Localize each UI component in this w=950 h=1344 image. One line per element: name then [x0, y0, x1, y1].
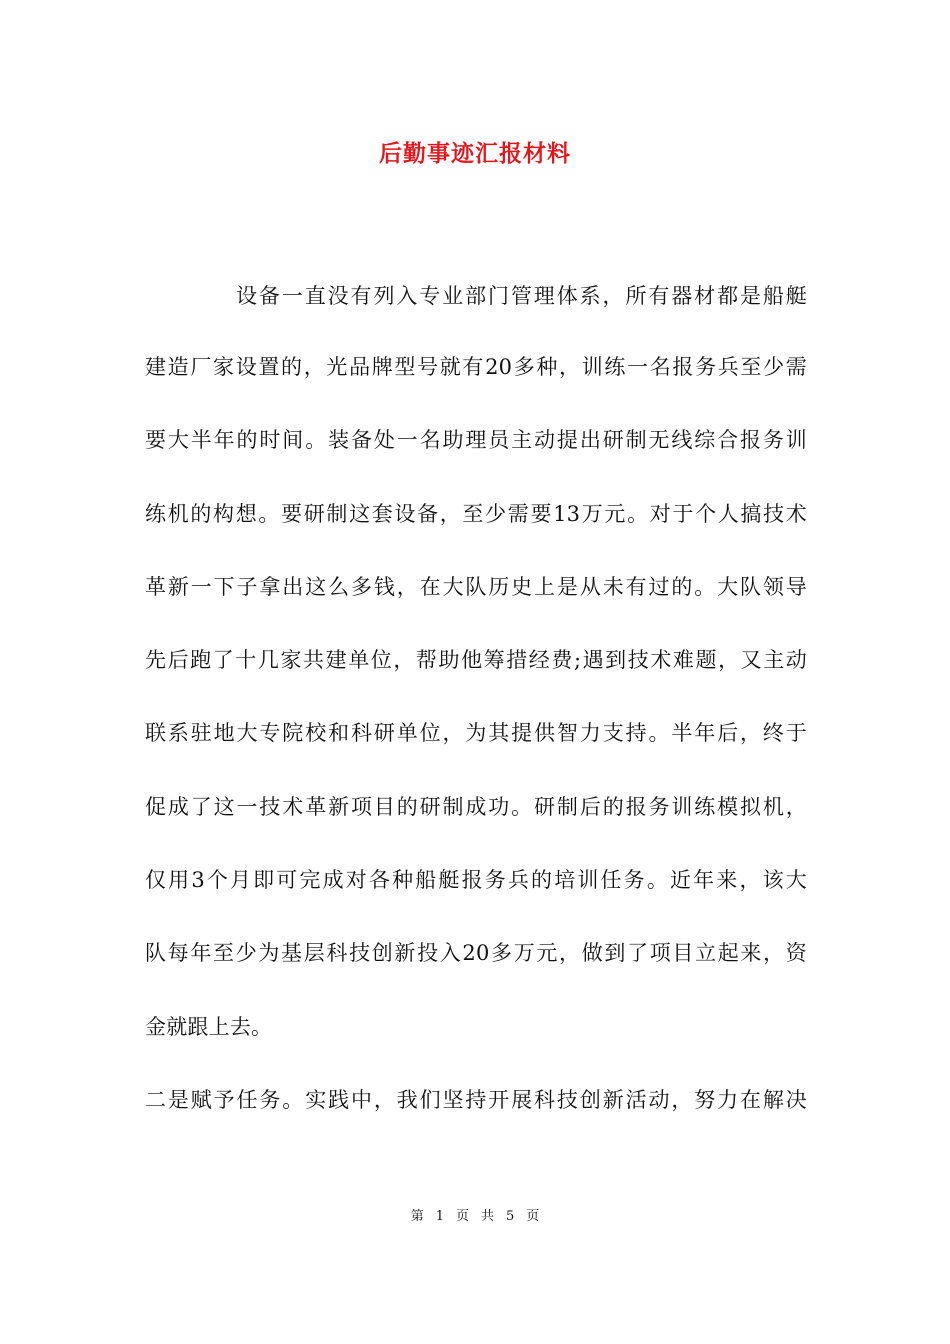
page-number-current: 1: [435, 1209, 444, 1224]
text-line: 队每年至少为基层科技创新投入20多万元，做到了项目立起来，资: [145, 941, 807, 965]
text-line: 设备一直没有列入专业部门管理体系，所有器材都是船艇: [236, 284, 807, 308]
footer-label: 第: [410, 1209, 424, 1224]
text-line: 练机的构想。要研制这套设备，至少需要13万元。对于个人搞技术: [145, 502, 807, 526]
footer-label: 共: [481, 1209, 495, 1224]
text-line: 仅用3个月即可完成对各种船艇报务兵的培训任务。近年来，该大: [145, 868, 807, 892]
text-line: 革新一下子拿出这么多钱，在大队历史上是从未有过的。大队领导: [145, 575, 807, 599]
text-line: 金就跟上去。: [145, 1015, 273, 1039]
text-line: 促成了这一技术革新项目的研制成功。研制后的报务训练模拟机，: [145, 795, 807, 819]
footer-label: 页: [526, 1209, 540, 1224]
page-footer: [0, 1207, 950, 1227]
page-title: 后勤事迹汇报材料: [379, 140, 571, 167]
page-number-total: 5: [506, 1209, 515, 1224]
text-line: 先后跑了十几家共建单位，帮助他筹措经费;遇到技术难题，又主动: [145, 648, 807, 672]
text-line: 建造厂家设置的，光品牌型号就有20多种，训练一名报务兵至少需: [145, 355, 807, 379]
text-line: 要大半年的时间。装备处一名助理员主动提出研制无线综合报务训: [145, 428, 807, 452]
text-line: 联系驻地大专院校和科研单位，为其提供智力支持。半年后，终于: [145, 721, 807, 745]
footer-label: 页: [455, 1209, 469, 1224]
text-line: 二是赋予任务。实践中，我们坚持开展科技创新活动，努力在解决: [145, 1088, 807, 1112]
